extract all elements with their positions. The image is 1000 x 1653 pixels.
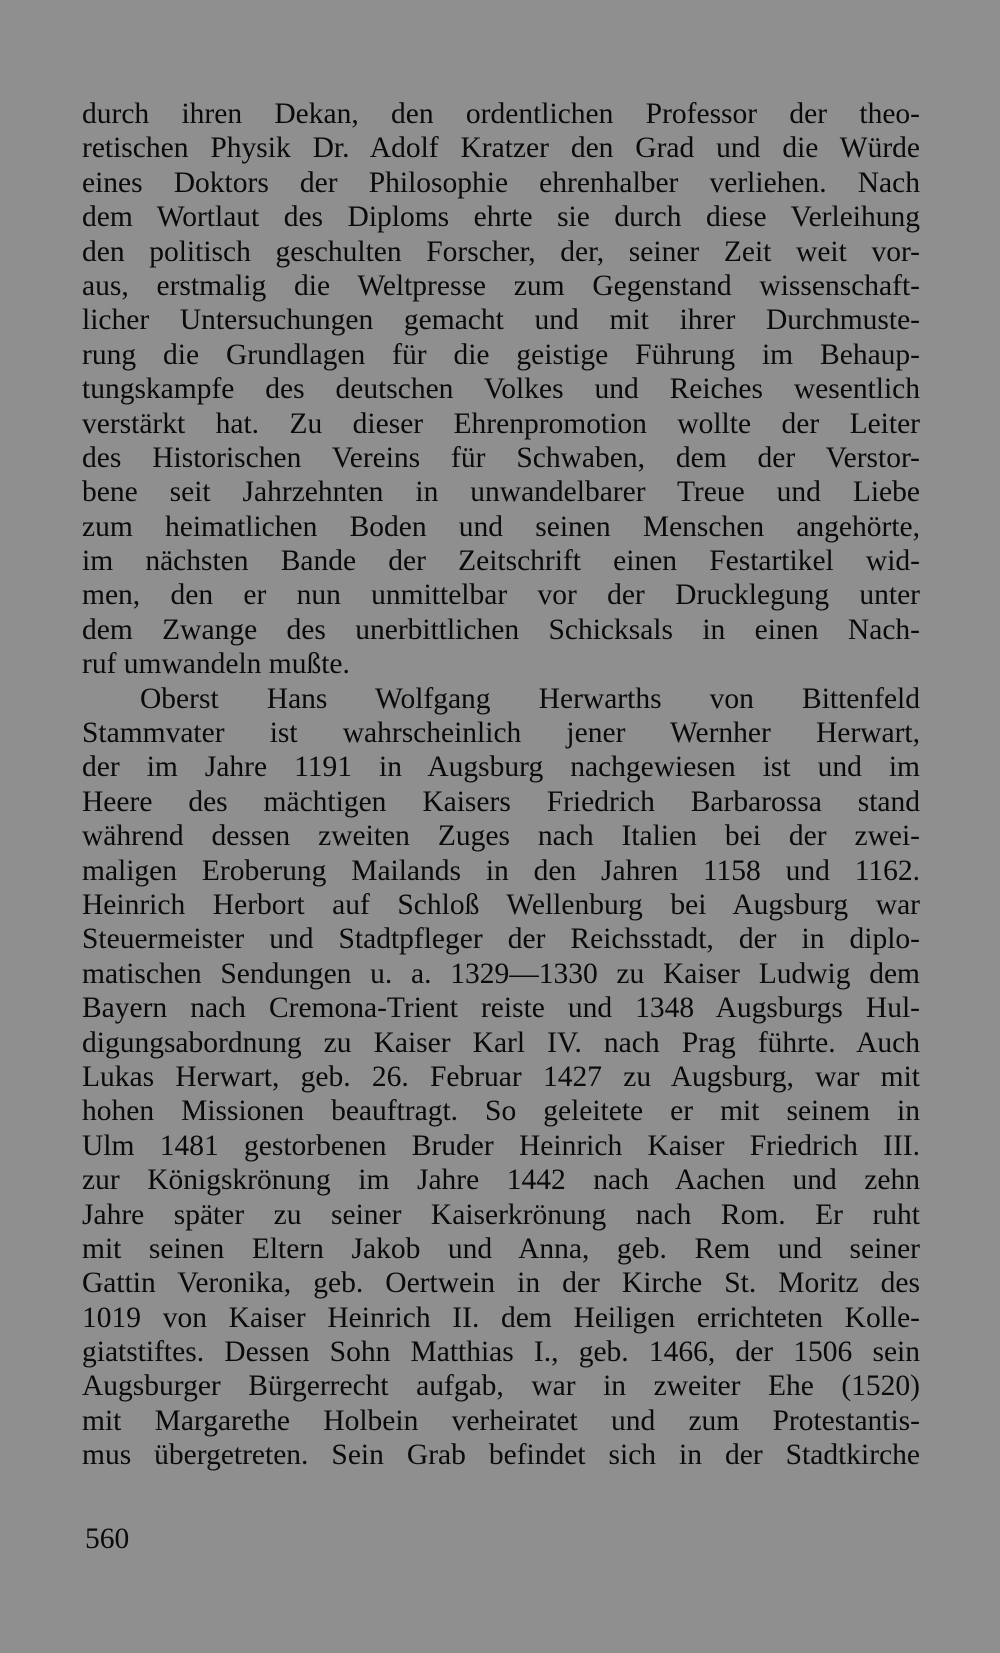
paragraph-end-line: ruf umwandeln mußte.: [82, 648, 350, 681]
page-number: 560: [85, 1523, 130, 1555]
text-line: Heere des mächtigen Kaisers Friedrich Barbarossa stand: [82, 785, 920, 818]
text-line: aus, erstmalig die Weltpresse zum Gegenstand wissenschaft-: [82, 269, 920, 302]
text-line: Gattin Veronika, geb. Oertwein in der Kirche St. Moritz des: [82, 1267, 920, 1300]
text-line: men, den er nun unmittelbar vor der Drucklegung unter: [82, 579, 920, 612]
text-line: mit Margarethe Holbein verheiratet und zum Protestantis-: [82, 1404, 920, 1437]
text-line: zur Königskrönung im Jahre 1442 nach Aachen und zehn: [82, 1164, 920, 1197]
text-line: Heinrich Herbort auf Schloß Wellenburg bei Augsburg war: [82, 888, 920, 921]
text-line: licher Untersuchungen gemacht und mit ihrer Durchmuste-: [82, 304, 920, 337]
text-line: dem Zwange des unerbittlichen Schicksals in einen Nach-: [82, 613, 920, 646]
text-line: giatstiftes. Dessen Sohn Matthias I., geb. 1466, der 1506 sein: [82, 1336, 920, 1369]
text-line: des Historischen Vereins für Schwaben, dem der Verstor-: [82, 441, 920, 474]
text-line: zum heimatlichen Boden und seinen Menschen angehörte,: [82, 510, 920, 543]
text-line: bene seit Jahrzehnten in unwandelbarer Treue und Liebe: [82, 476, 920, 509]
text-line: digungsabordnung zu Kaiser Karl IV. nach Prag führte. Auch: [82, 1026, 920, 1059]
text-line: durch ihren Dekan, den ordentlichen Professor der theo-: [82, 98, 920, 130]
text-line: Augsburger Bürgerrecht aufgab, war in zweiter Ehe (1520): [82, 1370, 920, 1403]
text-line: Lukas Herwart, geb. 26. Februar 1427 zu Augsburg, war mit: [82, 1060, 920, 1093]
text-line: matischen Sendungen u. a. 1329—1330 zu Kaiser Ludwig dem: [82, 957, 920, 990]
text-line: mit seinen Eltern Jakob und Anna, geb. Rem und seiner: [82, 1232, 920, 1265]
text-line: den politisch geschulten Forscher, der, seiner Zeit weit vor-: [82, 235, 920, 268]
text-line: im nächsten Bande der Zeitschrift einen Festartikel wid-: [82, 545, 920, 578]
text-line: rung die Grundlagen für die geistige Führung im Behaup-: [82, 338, 920, 371]
body-text: [82, 97, 920, 1473]
text-line: Ulm 1481 gestorbenen Bruder Heinrich Kaiser Friedrich III.: [82, 1129, 920, 1162]
text-line: Bayern nach Cremona-Trient reiste und 1348 Augsburgs Hul-: [82, 992, 920, 1025]
text-line: Steuermeister und Stadtpfleger der Reichsstadt, der in diplo-: [82, 923, 920, 956]
text-line: retischen Physik Dr. Adolf Kratzer den Grad und die Würde: [82, 132, 920, 165]
text-line: eines Doktors der Philosophie ehrenhalber verliehen. Nach: [82, 166, 920, 199]
text-line: der im Jahre 1191 in Augsburg nachgewiesen ist und im: [82, 751, 920, 784]
text-line: verstärkt hat. Zu dieser Ehrenpromotion wollte der Leiter: [82, 407, 920, 440]
text-line: mus übergetreten. Sein Grab befindet sich in der Stadtkirche: [82, 1439, 920, 1472]
text-line: Jahre später zu seiner Kaiserkrönung nach Rom. Er ruht: [82, 1198, 920, 1231]
text-line: Stammvater ist wahrscheinlich jener Wernher Herwart,: [82, 717, 920, 750]
text-line: tungskampfe des deutschen Volkes und Reiches wesentlich: [82, 373, 920, 406]
text-line: während dessen zweiten Zuges nach Italien bei der zwei-: [82, 820, 920, 853]
text-line: hohen Missionen beauftragt. So geleitete er mit seinem in: [82, 1095, 920, 1128]
paragraph-start-line: Oberst Hans Wolfgang Herwarths von Bittenfeld: [140, 682, 920, 715]
text-line: maligen Eroberung Mailands in den Jahren 1158 und 1162.: [82, 854, 920, 887]
text-line: dem Wortlaut des Diploms ehrte sie durch diese Verleihung: [82, 201, 920, 234]
text-line: 1019 von Kaiser Heinrich II. dem Heiligen errichteten Kolle-: [82, 1301, 920, 1334]
